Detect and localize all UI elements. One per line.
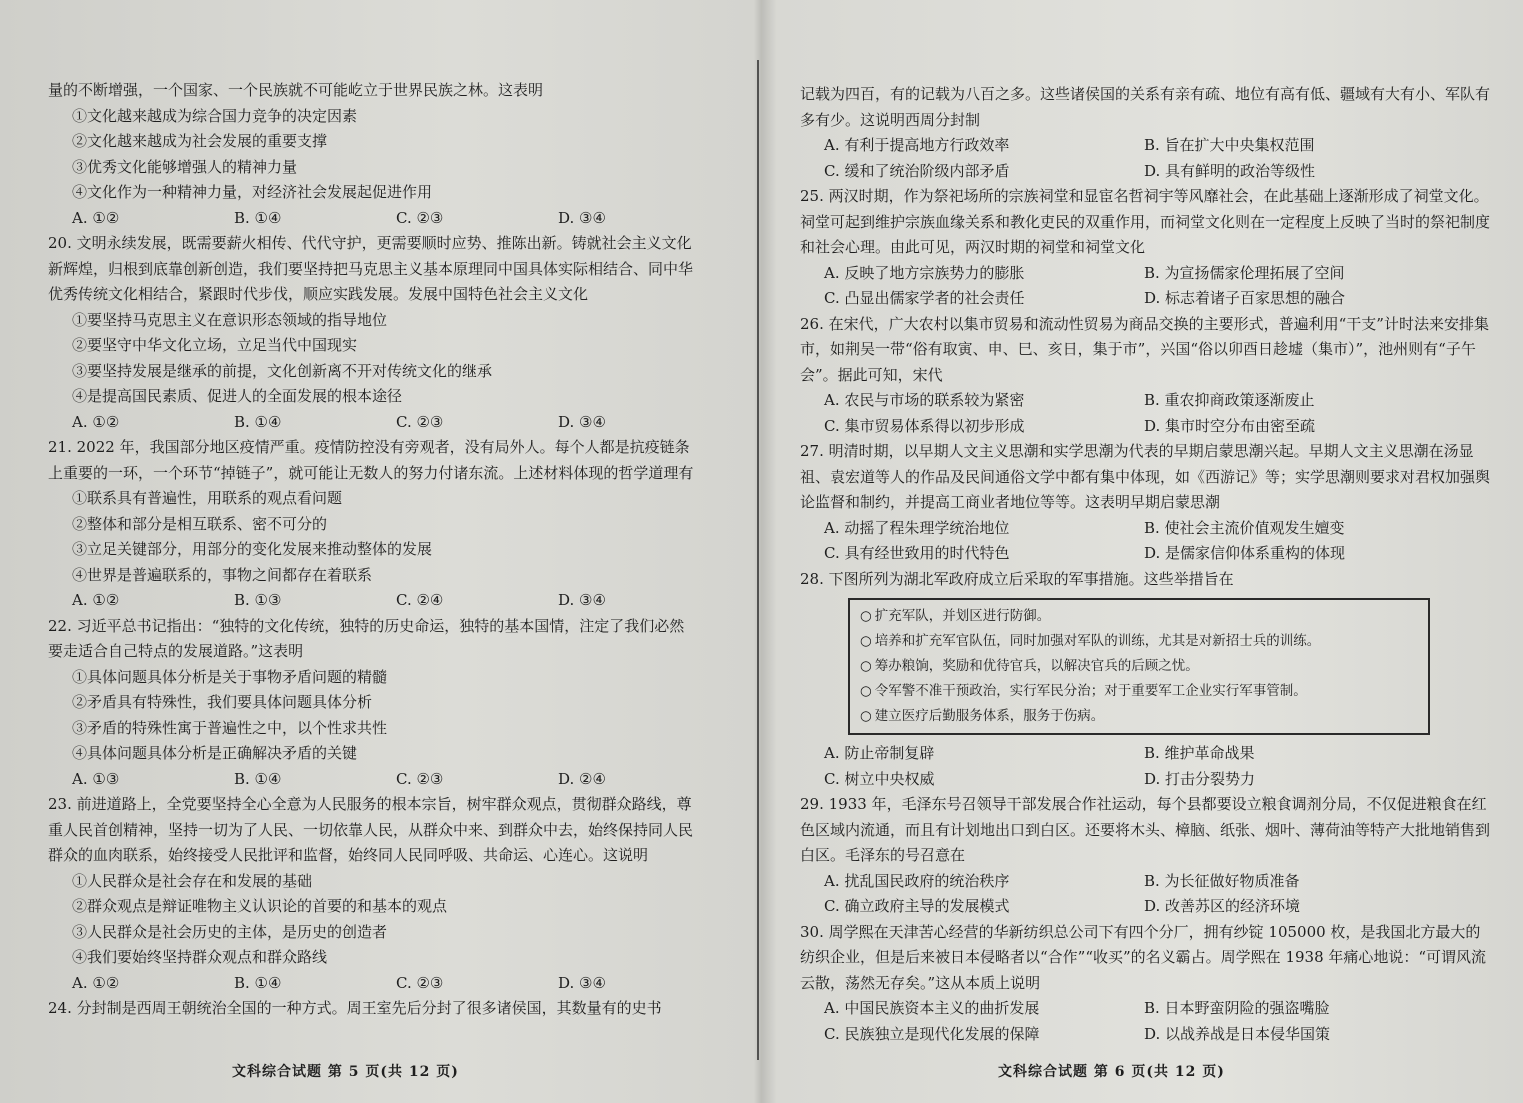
option-a: A. 有利于提高地方行政效率 [824, 136, 1010, 154]
q21-choices [48, 588, 698, 614]
q30-options [800, 996, 1490, 1047]
q20-item: ③要坚持发展是继承的前提，文化创新离不开对传统文化的继承 [72, 361, 493, 380]
choice-b: B. ①④ [234, 208, 282, 227]
q23-choices [48, 971, 698, 997]
q28-options [800, 741, 1490, 792]
choice-a: A. ①② [72, 412, 120, 431]
page-6-footer: 文科综合试题 第 6 页(共 12 页) [998, 1064, 1225, 1080]
measure-item: ○ 建立医疗后勤服务体系，服务于伤病。 [860, 704, 1418, 729]
option-a: A. 中国民族资本主义的曲折发展 [824, 999, 1040, 1017]
option-b: B. 旨在扩大中央集权范围 [1144, 136, 1315, 154]
q19-item: ①文化越来越成为综合国力竞争的决定因素 [72, 106, 358, 125]
q20-item: ②要坚守中华文化立场，立足当代中国现实 [72, 336, 358, 354]
option-d: D. 标志着诸子百家思想的融合 [1144, 289, 1346, 307]
option-d: D. 是儒家信仰体系重构的体现 [1144, 544, 1346, 562]
option-b: B. 日本野蛮阴险的强盗嘴脸 [1144, 999, 1330, 1017]
measure-item: ○ 筹办粮饷，奖励和优待官兵，以解决官兵的后顾之忧。 [860, 654, 1418, 679]
q28-stem: 28. 下图所列为湖北军政府成立后采取的军事措施。这些举措旨在 [800, 569, 1234, 588]
q22-item: ①具体问题具体分析是关于事物矛盾问题的精髓 [72, 667, 388, 686]
choice-d: D. ②④ [558, 769, 606, 788]
choice-d: D. ③④ [558, 591, 606, 609]
choice-b: B. ①④ [234, 412, 282, 431]
choice-b: B. ①③ [234, 591, 282, 609]
q22-item: ④具体问题具体分析是正确解决矛盾的关键 [72, 744, 358, 762]
q27-options [800, 516, 1490, 567]
q20-item: ①要坚持马克思主义在意识形态领域的指导地位 [72, 310, 388, 329]
q22-choices [48, 767, 698, 793]
q19-choices [48, 206, 698, 232]
option-b: B. 为长征做好物质准备 [1144, 871, 1300, 890]
measure-item: ○ 培养和扩充军官队伍，同时加强对军队的训练，尤其是对新招士兵的训练。 [860, 629, 1418, 654]
option-a: A. 农民与市场的联系较为紧密 [824, 391, 1025, 409]
q26-stem: 26. 在宋代，广大农村以集市贸易和流动性贸易为商品交换的主要形式，普遍利用“干支”计时法来安排集市，如荆吴一带“俗有取寅、申、巳、亥日，集于市”，兴国“俗以卯酉日趁墟（集市）”，池州则有“子午会”。据此可知，宋代 [800, 314, 1489, 384]
q22-stem: 22. 习近平总书记指出：“独特的文化传统，独特的历史命运，独特的基本国情，注定了我们必然要走适合自己特点的发展道路。”这表明 [48, 616, 685, 660]
option-d: D. 改善苏区的经济环境 [1144, 897, 1301, 915]
choice-d: D. ③④ [558, 208, 606, 227]
q20-stem: 20. 文明永续发展，既需要薪火相传、代代守护，更需要顺时应势、推陈出新。铸就社会主义文化新辉煌，归根到底靠创新创造，我们要坚持把马克思主义基本原理同中国具体实际相结合、同中华优秀传统文化相结合，紧跟时代步伐，顺应实践发展。发展中国特色社会主义文化 [48, 234, 694, 303]
q23-stem: 23. 前进道路上，全党要坚持全心全意为人民服务的根本宗旨，树牢群众观点，贯彻群众路线，尊重人民首创精神，坚持一切为了人民、一切依靠人民，从群众中来、到群众中去，始终保持同人民群众的血肉联系，始终接受人民批评和监督，始终同人民同呼吸、共命运、心连心。这说明 [48, 795, 694, 864]
q24-stem: 24. 分封制是西周王朝统治全国的一种方式。周王室先后分封了很多诸侯国，其数量有的史书 [48, 999, 662, 1017]
choice-d: D. ③④ [558, 973, 606, 992]
option-c: C. 确立政府主导的发展模式 [824, 897, 1010, 915]
q27-stem: 27. 明清时期，以早期人文主义思潮和实学思潮为代表的早期启蒙思潮兴起。早期人文主义思潮在汤显祖、袁宏道等人的作品及民间通俗文学中都有集中体现，如《西游记》等；实学思潮则要求对君权加强舆论监督和制约，并提高工商业者地位等等。这表明早期启蒙思潮 [800, 442, 1491, 511]
option-b: B. 使社会主流价值观发生嬗变 [1144, 518, 1345, 537]
option-b: B. 重农抑商政策逐渐废止 [1144, 391, 1315, 409]
page-5-content [48, 78, 698, 1022]
option-a: A. 防止帝制复辟 [824, 744, 935, 762]
q19-item: ③优秀文化能够增强人的精神力量 [72, 157, 298, 176]
q29-options [800, 869, 1490, 920]
choice-d: D. ③④ [558, 412, 606, 431]
page-6-content [800, 82, 1490, 1047]
page-5-footer: 文科综合试题 第 5 页(共 12 页) [232, 1064, 459, 1080]
option-c: C. 凸显出儒家学者的社会责任 [824, 289, 1025, 307]
choice-c: C. ②③ [396, 769, 444, 788]
q25-options [800, 261, 1490, 312]
q21-item: ①联系具有普遍性，用联系的观点看问题 [72, 489, 343, 507]
option-a: A. 动摇了程朱理学统治地位 [824, 518, 1010, 537]
page-6 [760, 0, 1523, 1103]
option-c: C. 缓和了统治阶级内部矛盾 [824, 161, 1010, 180]
q25-stem: 25. 两汉时期，作为祭祀场所的宗族祠堂和显宦名哲祠宇等风靡社会，在此基础上逐渐形成了祠堂文化。祠堂可起到维护宗族血缘关系和教化吏民的双重作用，而祠堂文化则在一定程度上反映了当时的祭祀制度和社会心理。由此可见，两汉时期的祠堂和祠堂文化 [800, 187, 1491, 256]
choice-c: C. ②③ [396, 973, 444, 992]
q24-stem-continued: 记载为四百，有的记载为八百之多。这些诸侯国的关系有亲有疏、地位有高有低、疆域有大有小、军队有多有少。这说明西周分封制 [800, 85, 1491, 129]
q23-item: ③人民群众是社会历史的主体，是历史的创造者 [72, 922, 388, 941]
q19-item: ②文化越来越成为社会发展的重要支撑 [72, 132, 328, 150]
option-c: C. 民族独立是现代化发展的保障 [824, 1024, 1040, 1043]
option-d: D. 具有鲜明的政治等级性 [1144, 161, 1316, 180]
page-5 [0, 0, 760, 1103]
option-c: C. 树立中央权威 [824, 769, 935, 788]
choice-a: A. ①② [72, 208, 120, 227]
q29-stem: 29. 1933 年，毛泽东号召领导干部发展合作社运动，每个县都要设立粮食调剂分局，不仅促进粮食在红色区域内流通，而且有计划地出口到白区。还要将木头、樟脑、纸张、烟叶、薄荷油等特产大批地销售到白区。毛泽东的号召意在 [800, 795, 1491, 864]
q24-options [800, 133, 1490, 184]
q23-item: ④我们要始终坚持群众观点和群众路线 [72, 948, 328, 966]
choice-c: C. ②③ [396, 412, 444, 431]
q20-choices [48, 410, 698, 436]
q21-item: ②整体和部分是相互联系、密不可分的 [72, 514, 328, 533]
option-a: A. 扰乱国民政府的统治秩序 [824, 871, 1010, 890]
q28-measures-box [848, 598, 1430, 735]
q19-item: ④文化作为一种精神力量，对经济社会发展起促进作用 [72, 183, 433, 201]
measure-item: ○ 扩充军队，并划区进行防御。 [860, 604, 1418, 629]
q21-item: ③立足关键部分，用部分的变化发展来推动整体的发展 [72, 540, 433, 558]
choice-b: B. ①④ [234, 769, 282, 788]
choice-b: B. ①④ [234, 973, 282, 992]
q22-item: ②矛盾具有特殊性，我们要具体问题具体分析 [72, 693, 373, 711]
option-b: B. 为宣扬儒家伦理拓展了空间 [1144, 263, 1345, 282]
choice-c: C. ②③ [396, 208, 444, 227]
choice-c: C. ②④ [396, 591, 444, 609]
measure-item: ○ 令军警不准干预政治，实行军民分治；对于重要军工企业实行军事管制。 [860, 679, 1418, 704]
q21-stem: 21. 2022 年，我国部分地区疫情严重。疫情防控没有旁观者，没有局外人。每个人都是抗疫链条上重要的一环，一个环节“掉链子”，就可能让无数人的努力付诸东流。上述材料体现的哲学道理有 [48, 438, 694, 482]
q26-options [800, 388, 1490, 439]
q30-stem: 30. 周学熙在天津苦心经营的华新纺织总公司下有四个分厂，拥有纱锭 105000 枚，是我国北方最大的纺织企业，但是后来被日本侵略者以“合作”“收买”的名义霸占。周学熙在 1938 年痛心地说：“可谓风流云散，荡然无存矣。”这从本质上说明 [800, 922, 1487, 992]
q19-stem-tail: 量的不断增强，一个国家、一个民族就不可能屹立于世界民族之林。这表明 [48, 81, 544, 99]
option-d: D. 以战养战是日本侵华国策 [1144, 1024, 1331, 1043]
page-fold-divider [757, 60, 759, 1060]
option-a: A. 反映了地方宗族势力的膨胀 [824, 263, 1025, 282]
q23-item: ②群众观点是辩证唯物主义认识论的首要的和基本的观点 [72, 897, 448, 915]
choice-a: A. ①② [72, 973, 120, 992]
option-c: C. 集市贸易体系得以初步形成 [824, 416, 1025, 435]
q21-item: ④世界是普遍联系的，事物之间都存在着联系 [72, 565, 373, 584]
option-b: B. 维护革命战果 [1144, 744, 1255, 762]
option-d: D. 集市时空分布由密至疏 [1144, 416, 1316, 435]
choice-a: A. ①③ [72, 769, 120, 788]
q20-item: ④是提高国民素质、促进人的全面发展的根本途径 [72, 387, 403, 405]
option-d: D. 打击分裂势力 [1144, 769, 1256, 788]
option-c: C. 具有经世致用的时代特色 [824, 544, 1010, 562]
choice-a: A. ①② [72, 591, 120, 609]
q23-item: ①人民群众是社会存在和发展的基础 [72, 871, 313, 890]
q22-item: ③矛盾的特殊性寓于普遍性之中，以个性求共性 [72, 718, 388, 737]
